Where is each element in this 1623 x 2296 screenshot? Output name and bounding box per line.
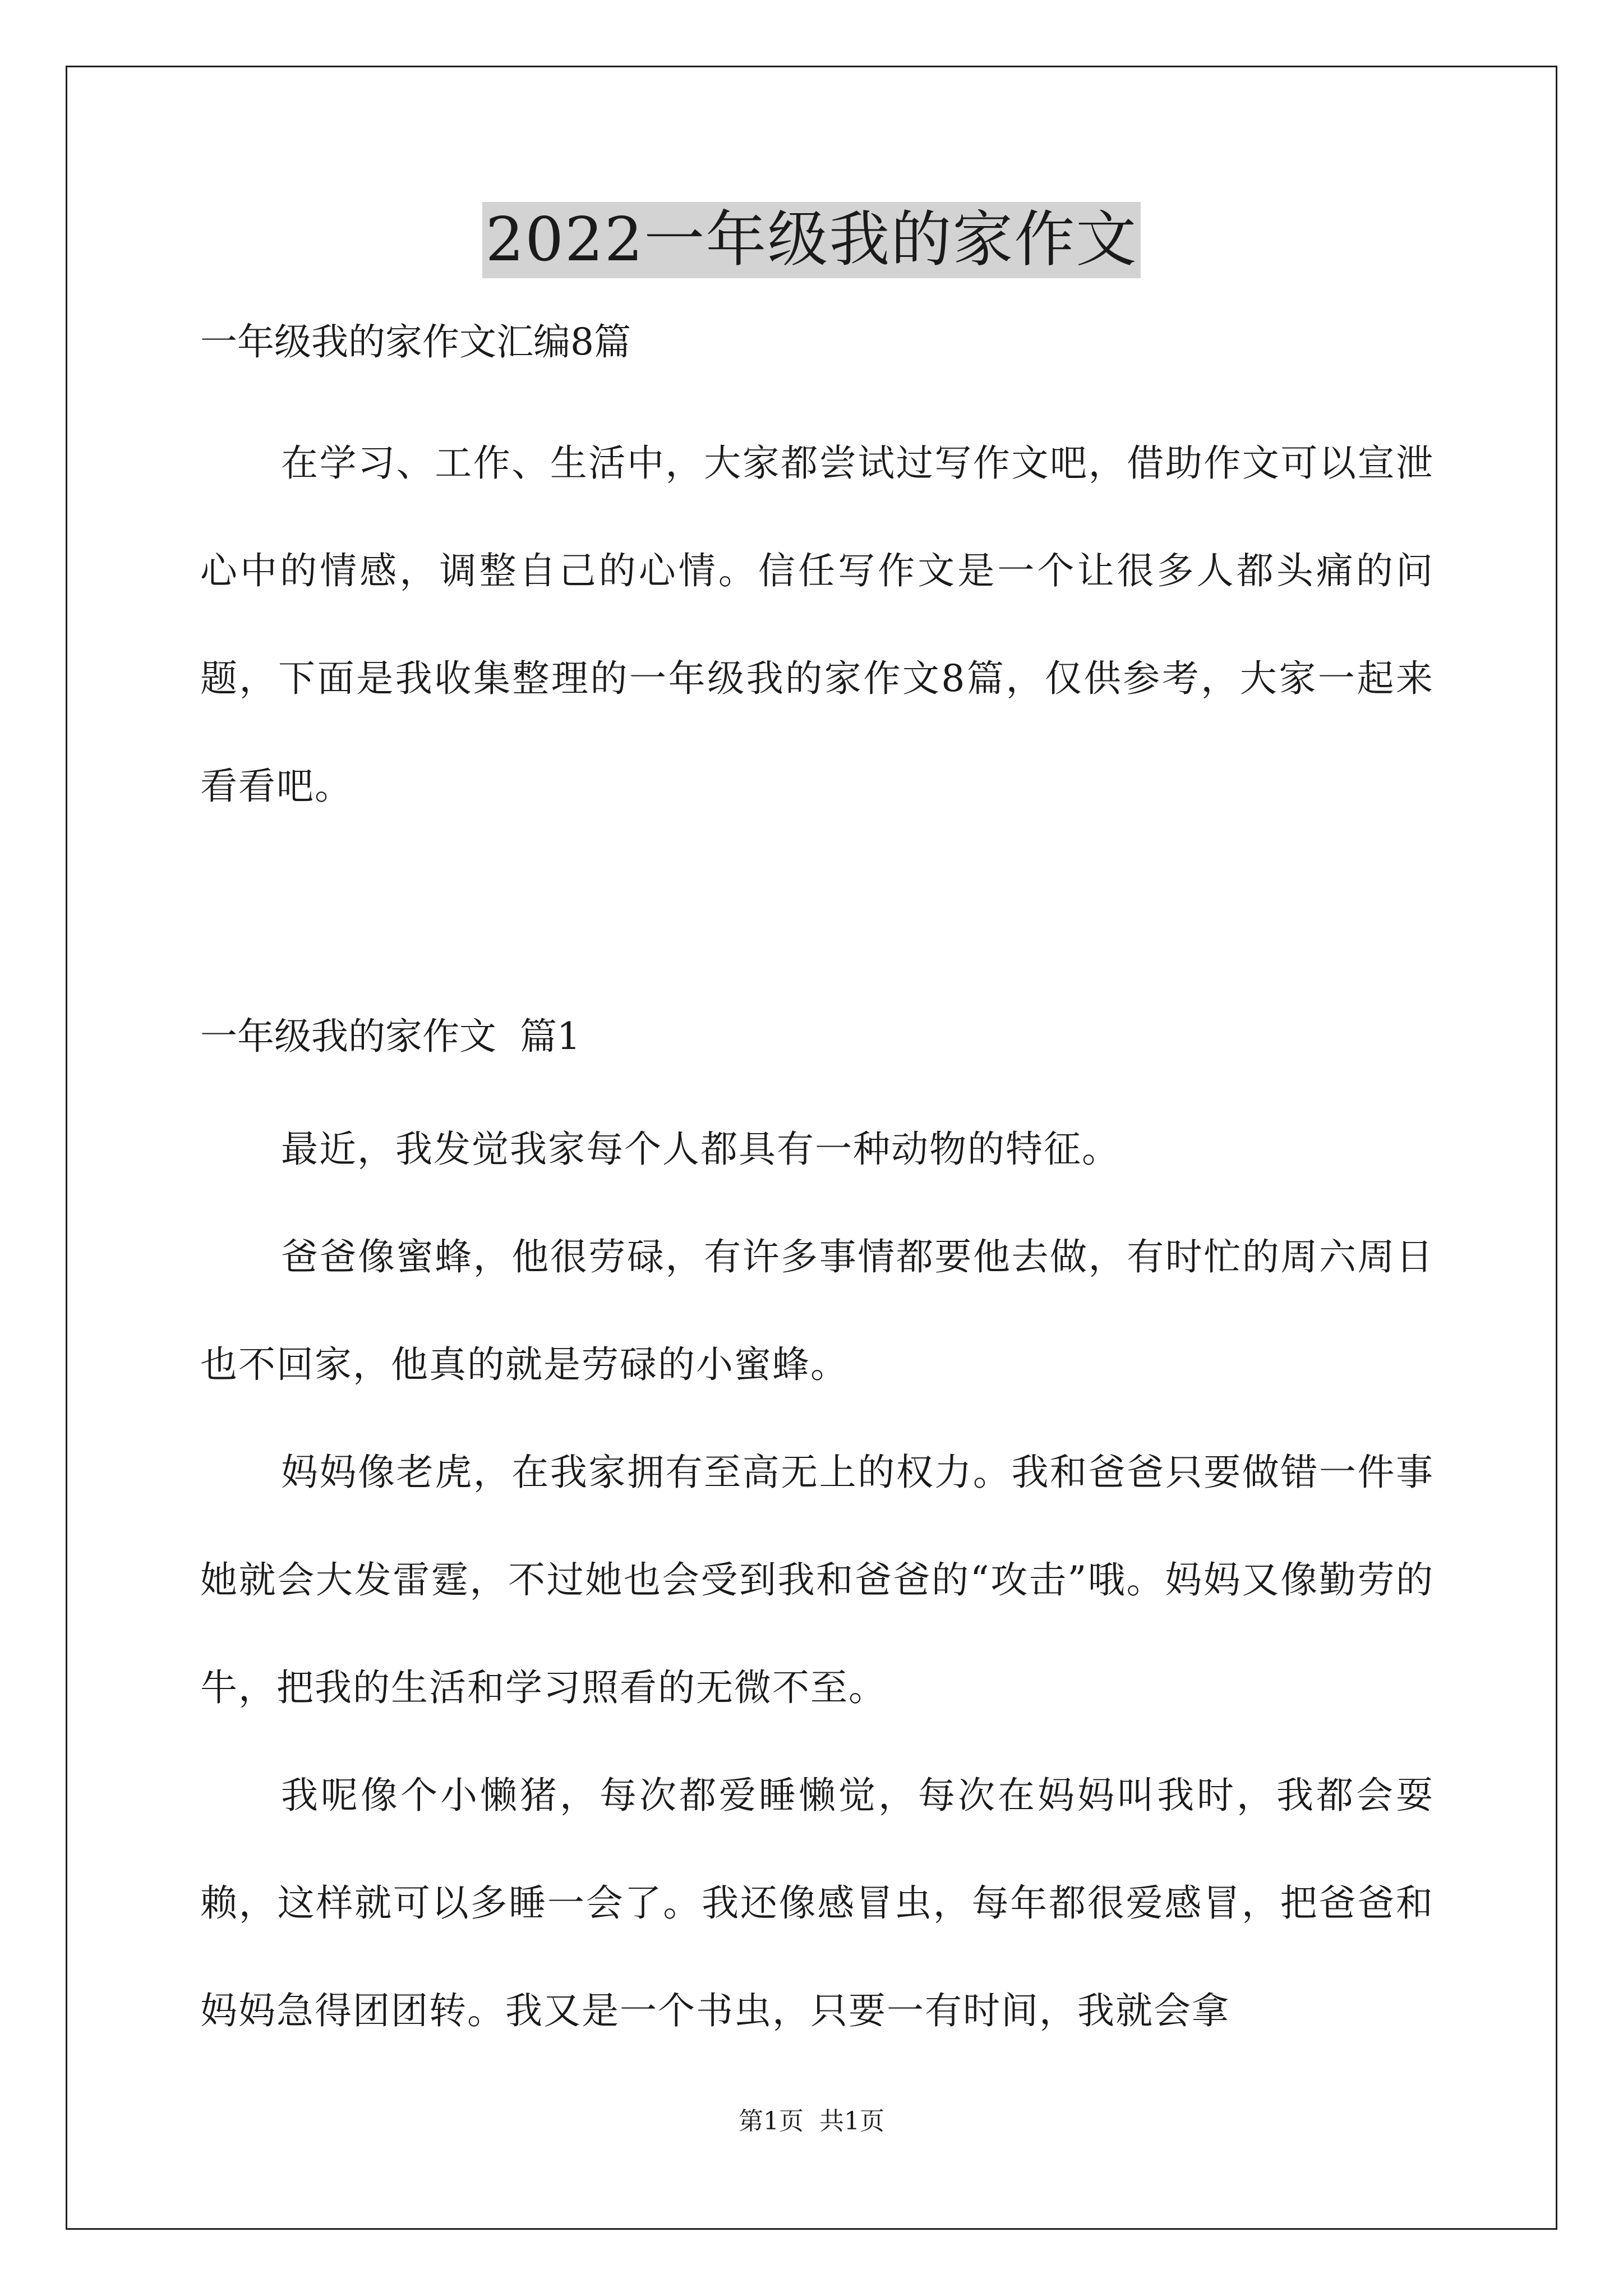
document-subtitle: 一年级我的家作文汇编8篇 xyxy=(200,320,631,364)
paragraph: 妈妈像老虎，在我家拥有至高无上的权力。我和爸爸只要做错一件事她就会大发雷霆，不过她也会受到我和爸爸的“攻击”哦。妈妈又像勤劳的牛，把我的生活和学习照看的无微不至。 xyxy=(200,1451,1434,1709)
paragraph: 爸爸像蜜蜂，他很劳碌，有许多事情都要他去做，有时忙的周六周日也不回家，他真的就是劳碌的小蜜蜂。 xyxy=(200,1235,1434,1386)
document-title: 2022一年级我的家作文 xyxy=(482,202,1141,278)
section-heading: 一年级我的家作文 篇1 xyxy=(200,1015,580,1058)
section-body xyxy=(200,1096,1434,2065)
intro-paragraph: 在学习、工作、生活中，大家都尝试过写作文吧，借助作文可以宣泄心中的情感，调整自己的心情。信任写作文是一个让很多人都头痛的问题，下面是我收集整理的一年级我的家作文8篇，仅供参考，大家一起来看看吧。 xyxy=(200,441,1434,808)
document-body xyxy=(200,314,1434,2065)
title-container xyxy=(0,202,1623,278)
page-footer: 第1页 共1页 xyxy=(739,2107,884,2136)
paragraph: 最近，我发觉我家每个人都具有一种动物的特征。 xyxy=(281,1128,1120,1171)
paragraph: 我呢像个小懒猪，每次都爱睡懒觉，每次在妈妈叫我时，我都会耍赖，这样就可以多睡一会了。我还像感冒虫，每年都很爱感冒，把爸爸和妈妈急得团团转。我又是一个书虫，只要一有时间，我就会拿 xyxy=(200,1774,1434,2032)
